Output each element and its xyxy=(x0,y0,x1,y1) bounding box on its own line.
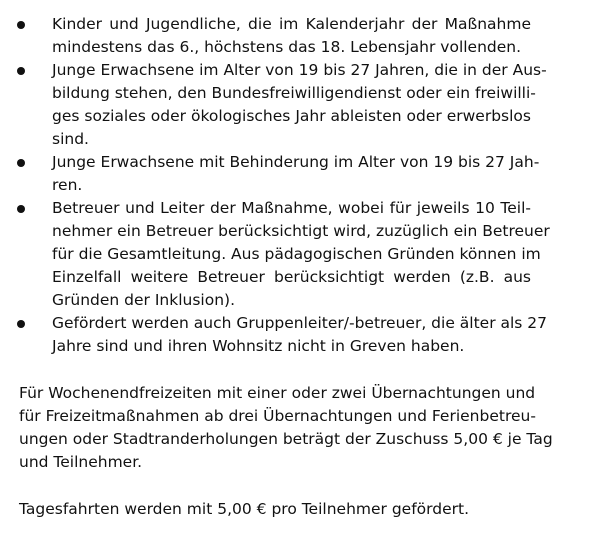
bullet-dot-icon xyxy=(17,205,25,213)
text-line: nehmer ein Betreuer berücksichtigt wird, zuzüglich ein Betreuer xyxy=(52,222,550,240)
text-line: Gefördert werden auch Gruppenleiter/-betreuer, die älter als 27 xyxy=(52,314,548,332)
bullet-item-young-adults xyxy=(0,59,603,151)
paragraph-day-trips xyxy=(0,498,603,521)
text-line: Gründen der Inklusion). xyxy=(52,291,235,309)
text-line: mindestens das 6., höchstens das 18. Lebensjahr vollenden. xyxy=(52,38,522,56)
text-line: ren. xyxy=(52,176,83,194)
bullet-item-supervisors xyxy=(0,197,603,312)
text-line: ungen oder Stadtranderholungen beträgt der Zuschuss 5,00 € je Tag xyxy=(19,430,553,448)
text-line: Tagesfahrten werden mit 5,00 € pro Teilnehmer gefördert. xyxy=(19,500,469,518)
eligibility-bullet-list xyxy=(0,13,603,358)
text-line: Junge Erwachsene mit Behinderung im Alter von 19 bis 27 Jah- xyxy=(52,153,540,171)
text-line: Betreuer und Leiter der Maßnahme, wobei für jeweils 10 Teil- xyxy=(52,199,531,217)
paragraph-weekend-subsidy xyxy=(0,382,603,474)
bullet-dot-icon xyxy=(17,320,25,328)
bullet-item-disabled-young-adults xyxy=(0,151,603,197)
bullet-dot-icon xyxy=(17,21,25,29)
text-line: Für Wochenendfreizeiten mit einer oder zwei Übernachtungen und xyxy=(19,384,536,402)
bullet-item-group-leaders xyxy=(0,312,603,358)
text-line: für Freizeitmaßnahmen ab drei Übernachtungen und Ferienbetreu- xyxy=(19,407,536,425)
bullet-dot-icon xyxy=(17,159,25,167)
text-line: Kinder und Jugendliche, die im Kalenderjahr der Maßnahme xyxy=(52,15,531,33)
text-line: und Teilnehmer. xyxy=(19,453,143,471)
text-line: bildung stehen, den Bundesfreiwilligendienst oder ein freiwilli- xyxy=(52,84,536,102)
text-line: Jahre sind und ihren Wohnsitz nicht in Greven haben. xyxy=(52,337,465,355)
bullet-dot-icon xyxy=(17,67,25,75)
text-line: für die Gesamtleitung. Aus pädagogischen Gründen können im xyxy=(52,245,541,263)
text-line: sind. xyxy=(52,130,89,148)
text-line: Einzelfall weitere Betreuer berücksichtigt werden (z.B. aus xyxy=(52,268,531,286)
text-line: ges soziales oder ökologisches Jahr ableisten oder erwerbslos xyxy=(52,107,531,125)
bullet-item-children xyxy=(0,13,603,59)
text-line: Junge Erwachsene im Alter von 19 bis 27 Jahren, die in der Aus- xyxy=(52,61,547,79)
